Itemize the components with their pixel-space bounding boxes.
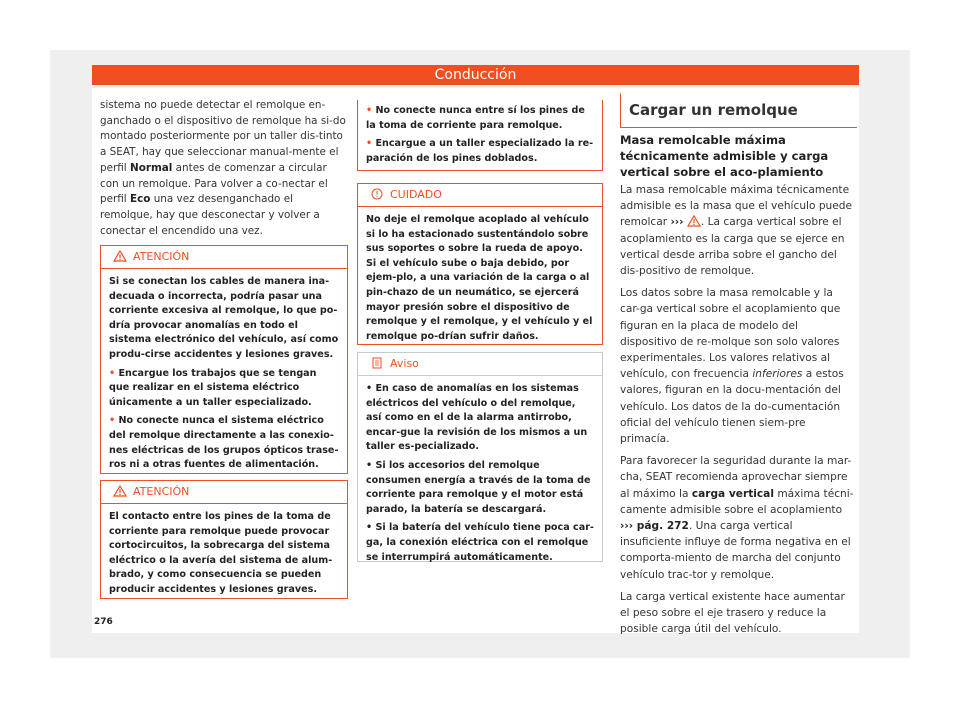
paragraph-2 — [620, 285, 856, 447]
note-bullet-1 — [366, 382, 594, 455]
note-bullet-3-text: Si la batería del vehículo tiene poca car-ga, la conexión eléctrica con el remolque se interrumpirá automáticamente. — [366, 522, 594, 563]
continuation-bullet-1 — [366, 104, 594, 133]
warning-1-bullet-1-text: Encargue los trabajos que se tengan que realizar en el sistema eléctrico únicamente a un taller especializado. — [109, 367, 317, 408]
paragraph-3-text-c: . Una carga vertical insuficiente influye de forma negativa en el comporta-miento de marcha del conjunto vehículo trac-tor y remolque. — [620, 520, 851, 581]
warning-triangle-icon — [113, 250, 127, 262]
note-bullet-2-text: Si los accesorios del remolque consumen energía a través de la toma de corriente para remolque y el motor está parado, la batería se descargará. — [366, 459, 591, 515]
bullet-icon: • — [366, 105, 376, 116]
note-box — [357, 352, 603, 562]
warning-box-1-title: ATENCIÓN — [133, 250, 190, 263]
paragraph-3 — [620, 453, 856, 583]
note-bullet-1-text: En caso de anomalías en los sistemas eléctricos del vehículo o del remolque, así como en el de la alarma antirrobo, encar-gue la revisión de los mismos a un taller es-pecializado. — [366, 383, 588, 453]
section-title: Cargar un remolque — [620, 93, 857, 128]
warning-box-1-body — [101, 269, 347, 473]
warning-triangle-icon — [113, 485, 127, 497]
caution-paragraph: No deje el remolque acoplado al vehículo si lo ha estacionado sustentándolo sobre sus soportes o sobre la rueda de apoyo. Si el vehículo sube o baja debido, por ejem-plo, a una variación de la carga o al pin-chazo de un neumático, se ejercerá mayor presión sobre el dispositivo de remolque y el remolque, y el vehículo y el remolque po-drían sufrir daños. — [366, 214, 593, 342]
paragraph-2-italic: inferiores — [752, 368, 803, 381]
warning-box-2 — [100, 480, 348, 599]
chapter-header: Conducción — [92, 65, 859, 85]
bullet-icon: • — [109, 415, 119, 427]
warning-1-bullet-1 — [109, 367, 339, 411]
warning-1-bullet-2-text: No conecte nunca el sistema eléctrico del remolque directamente a las conexio-nes eléctricas de los grupos ópticos trase-ros ni a otras fuentes de alimentación. — [109, 415, 339, 471]
page-reference-link[interactable]: ››› pág. 272 — [620, 520, 689, 533]
subsection-heading: Masa remolcable máxima técnicamente admisible y carga vertical sobre el aco-plamiento — [620, 133, 829, 179]
paragraph-1 — [620, 182, 856, 279]
note-box-title: Aviso — [390, 357, 419, 370]
intro-bold-normal: Normal — [130, 161, 173, 174]
paragraph-2-text-a: Los datos sobre la masa remolcable y la car-ga vertical sobre el acoplamiento que figuran en la placa de modelo del dispositivo de re-molque son solo valores experimentales. Los valores relativos al vehículo, con frecuencia — [620, 287, 841, 381]
page-content — [92, 88, 859, 636]
warning-box-1 — [100, 245, 348, 474]
warning-2-paragraph: El contacto entre los pines de la toma de corriente para remolque puede provocar cortocircuitos, la sobrecarga del sistema eléctrico o la avería del sistema de alum-brado, y como consecuencia se pueden producir accidentes y lesiones graves. — [109, 511, 333, 595]
bullet-icon: • — [366, 459, 376, 471]
caution-box-title: CUIDADO — [390, 188, 442, 201]
note-box-body — [358, 376, 602, 565]
bullet-icon: • — [366, 383, 376, 394]
warning-box-1-header — [101, 246, 347, 269]
paragraph-3-bold: carga vertical — [691, 487, 774, 500]
bullet-icon: • — [109, 367, 119, 379]
paragraph-4: La carga vertical existente hace aumentar el peso sobre el eje trasero y reduce la posible carga útil del vehículo. — [620, 590, 845, 636]
continuation-bullet-1-text: No conecte nunca entre sí los pines de la toma de corriente para remolque. — [366, 105, 585, 131]
warning-box-2-body — [101, 504, 347, 598]
cross-reference-link[interactable]: ››› — [670, 216, 684, 229]
body-text — [620, 182, 856, 637]
note-bullet-2 — [366, 459, 594, 517]
intro-paragraph — [100, 98, 346, 239]
bullet-icon: • — [366, 138, 376, 150]
note-icon — [370, 357, 384, 369]
paragraph-1-text-a: La masa remolcable máxima técnicamente admisible es la masa que el vehículo puede remolcar — [620, 184, 853, 229]
paragraph-3-text-b: máxima técni-camente admisible sobre el acoplamiento — [620, 487, 854, 516]
intro-bold-eco: Eco — [130, 193, 151, 206]
warning-box-2-header — [101, 481, 347, 504]
warning-box-2-title: ATENCIÓN — [133, 485, 190, 498]
warning-continuation-body — [358, 100, 602, 166]
paragraph-1-text-b: . La carga vertical sobre el acoplamiento es la carga que se ejerce en vertical desde arriba sobre el gancho del dis-positivo de remolque. — [620, 216, 845, 278]
intro-text-3: una vez desenganchado el remolque, hay que desconectar y volver a conectar el encendido una vez. — [100, 193, 320, 237]
continuation-bullet-2-text: Encargue a un taller especializado la re-paración de los pines doblados. — [366, 138, 594, 164]
caution-box — [357, 183, 603, 345]
caution-box-header — [358, 184, 602, 207]
paragraph-3-text-a: Para favorecer la seguridad durante la mar-cha, SEAT recomienda aprovechar siempre al máximo la — [620, 455, 852, 500]
warning-continuation-box — [357, 100, 603, 171]
page-number: 276 — [94, 617, 113, 627]
warning-triangle-icon — [687, 215, 701, 227]
continuation-bullet-2 — [366, 137, 594, 166]
warning-1-paragraph: Si se conectan los cables de manera ina-decuada o incorrecta, podría pasar una corriente excesiva al remolque, lo que po-dría provocar anomalías en todo el sistema electrónico del vehículo, así como produ-cirse accidentes y lesiones graves. — [109, 276, 339, 360]
intro-text-1: sistema no puede detectar el remolque en-ganchado o el dispositivo de remolque ha si-do montado posteriormente por un taller dis-tinto a SEAT, hay que seleccionar manual-mente el perfil — [100, 99, 346, 174]
info-circle-icon — [370, 188, 384, 200]
paragraph-2-text-b: a estos valores, figuran en la docu-mentación del vehículo. Los datos de la do-cumentación oficial del vehículo tienen siem-pre primacía. — [620, 368, 844, 446]
note-box-header — [358, 353, 602, 376]
warning-1-bullet-2 — [109, 414, 339, 472]
caution-box-body — [358, 207, 602, 344]
intro-text-2: antes de comenzar a circular con un remolque. Para volver a co-nectar el perfil — [100, 161, 328, 206]
note-bullet-3 — [366, 521, 594, 565]
bullet-icon: • — [366, 522, 376, 534]
